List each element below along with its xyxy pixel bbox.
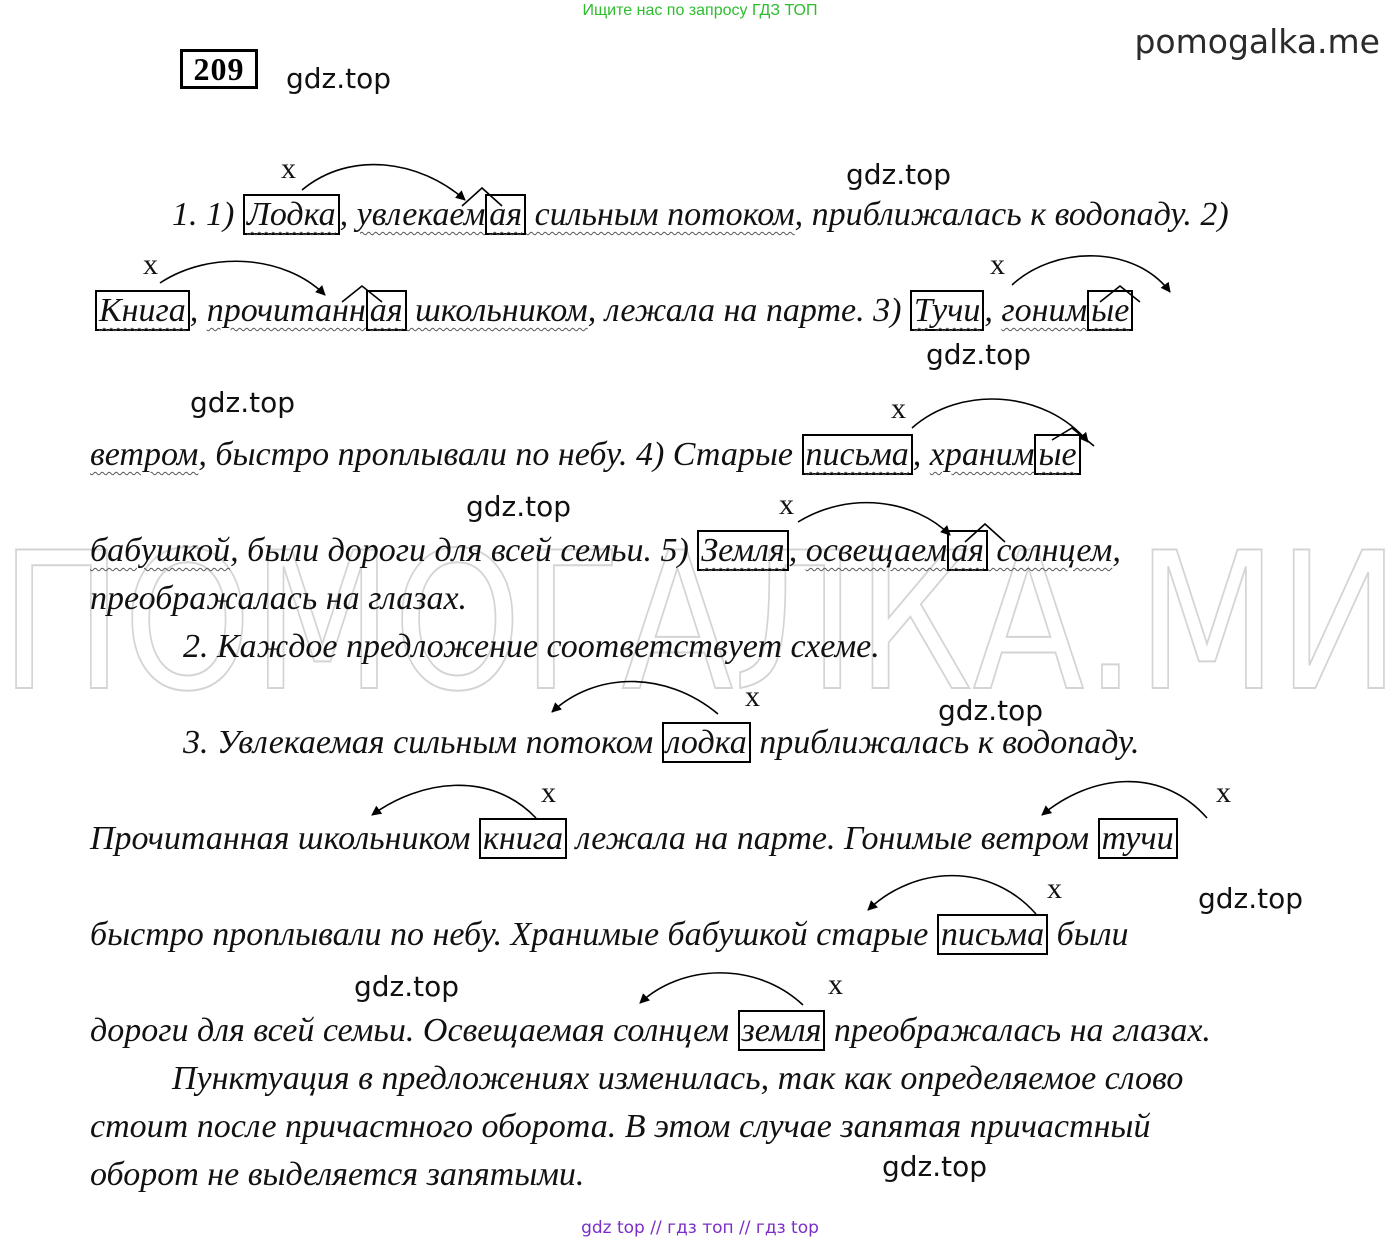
participle-stem: увлекаем — [356, 196, 486, 233]
arrow-arc — [640, 973, 803, 1005]
text-line-6: 2. Каждое предложение соответствует схеме. — [183, 628, 880, 665]
participle-phrase: сильным потоком — [526, 196, 795, 233]
participle-stem: гоним — [1001, 292, 1088, 329]
x-mark: x — [281, 152, 296, 185]
arrow-arc — [552, 682, 718, 715]
subject-word: земля — [738, 1010, 826, 1051]
participle-ending: ая — [485, 194, 526, 235]
gdz-watermark: gdz.top — [354, 970, 460, 1003]
subject-word: Лодка — [243, 194, 340, 235]
text-line-2: Книга , прочитанн ая школьником, лежала на парте. 3) Тучи , гоним ые — [95, 292, 1133, 330]
gdz-watermark: gdz.top — [190, 386, 296, 419]
participle-stem: прочитанн — [206, 292, 366, 329]
text-line-3: ветром, быстро проплывали по небу. 4) Старые письма , храним ые — [90, 436, 1081, 474]
x-mark: x — [828, 968, 843, 1001]
text-line-13: оборот не выделяется запятыми. — [90, 1156, 585, 1193]
subject-word: письма — [937, 914, 1048, 955]
arrow-arc — [372, 785, 536, 818]
text-line-12: стоит после причастного оборота. В этом случае запятая причастный — [90, 1108, 1151, 1145]
watermark-text: ПОМОГАЛКА.МИ — [0, 512, 1400, 733]
text-line-10: дороги для всей семьи. Освещаемая солнцем земля преображалась на глазах. — [90, 1012, 1211, 1049]
text-line-4: бабушкой, были дороги для всей семьи. 5) Земля , освещаем ая солнцем, — [90, 532, 1121, 569]
participle-ending: ая — [947, 530, 988, 571]
x-mark: x — [1047, 872, 1062, 905]
arrow-arc — [868, 876, 1036, 914]
subject-word: письма — [802, 434, 913, 475]
participle-phrase: бабушкой — [90, 532, 231, 569]
arrow-arc — [1012, 256, 1170, 292]
x-mark: x — [1216, 776, 1231, 809]
participle-ending: ые — [1034, 434, 1080, 475]
x-mark: x — [745, 680, 760, 713]
gdz-watermark: gdz.top — [286, 62, 392, 95]
gdz-watermark: gdz.top — [926, 338, 1032, 371]
x-mark: x — [779, 488, 794, 521]
subject-word: лодка — [662, 722, 751, 763]
participle-phrase: солнцем — [987, 532, 1113, 569]
text-line-11: Пунктуация в предложениях изменилась, так как определяемое слово — [172, 1060, 1184, 1097]
text-line-1: 1. 1) Лодка , увлекаем ая сильным потоком, приближалась к водопаду. 2) — [172, 196, 1229, 233]
x-mark: x — [891, 392, 906, 425]
participle-phrase: школьником — [406, 292, 588, 329]
task-number: 209 — [180, 49, 258, 89]
gdz-watermark: gdz.top — [1198, 882, 1304, 915]
subject-word: книга — [479, 818, 567, 859]
participle-ending: ая — [366, 290, 407, 331]
text-line-7: 3. Увлекаемая сильным потоком лодка приближалась к водопаду. — [183, 724, 1140, 761]
site-logo: pomogalka.me — [1134, 22, 1380, 61]
arrow-arc — [1042, 782, 1207, 818]
gdz-watermark: gdz.top — [882, 1150, 988, 1183]
subject-word: Тучи — [910, 290, 984, 331]
participle-phrase: ветром — [90, 436, 199, 473]
subject-word: Книга — [95, 290, 190, 331]
subject-word: Земля — [697, 530, 788, 571]
participle-stem: освещаем — [805, 532, 948, 569]
gdz-watermark: gdz.top — [938, 694, 1044, 727]
text-line-5: преображалась на глазах. — [90, 580, 468, 617]
participle-ending: ые — [1087, 290, 1133, 331]
subject-word: тучи — [1098, 818, 1178, 859]
search-banner: Ищите нас по запросу ГДЗ ТОП — [582, 2, 818, 19]
arrow-arc — [798, 503, 950, 535]
x-mark: x — [541, 776, 556, 809]
gdz-watermark: gdz.top — [846, 158, 952, 191]
text-line-9: быстро проплывали по небу. Хранимые бабушкой старые письма были — [90, 916, 1129, 953]
x-mark: x — [990, 248, 1005, 281]
text-line-8: Прочитанная школьником книга лежала на парте. Гонимые ветром тучи — [90, 820, 1178, 858]
participle-stem: храним — [929, 436, 1035, 473]
x-mark: x — [143, 248, 158, 281]
footer-links: gdz top // гдз топ // гдз top — [581, 1218, 819, 1238]
gdz-watermark: gdz.top — [466, 490, 572, 523]
